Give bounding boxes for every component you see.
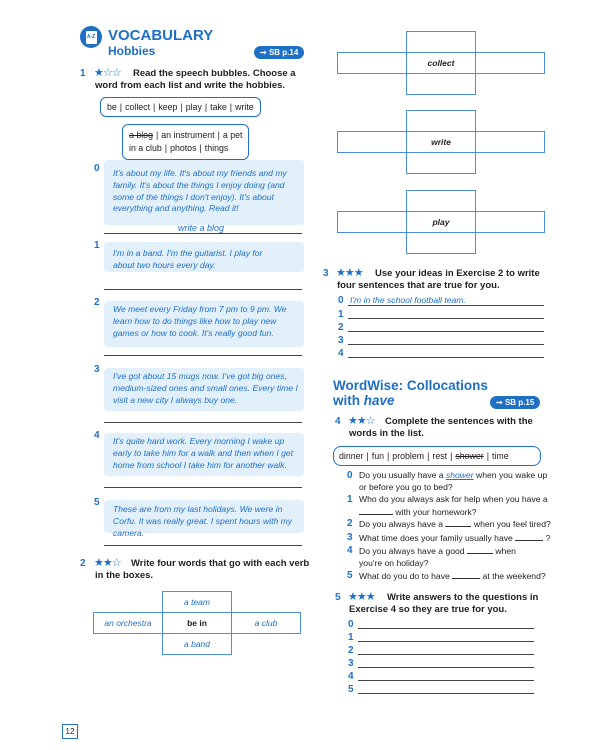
sb-link[interactable]: ➞ SB p.15 [490,396,540,409]
line-number: 1 [338,309,344,320]
answer-line[interactable] [104,487,302,488]
answer-line[interactable] [104,289,302,290]
example-answer: shower [445,470,474,480]
line-number: 3 [338,335,344,346]
line-number: 3 [348,658,354,669]
answer-text: write a blog [178,223,225,233]
ex4-sentence-0 [347,470,552,493]
page-number: 12 [62,724,78,739]
answer-line[interactable] [348,318,544,319]
word: write [235,102,254,112]
ex4-number: 4 [335,416,341,427]
answer-line[interactable] [104,545,302,546]
ex4-sentence-5 [347,570,557,583]
word: dinner [339,451,364,461]
grid-cell-right[interactable] [475,52,545,74]
word: collect [125,102,151,112]
speech-text: It's quite hard work. Every morning I wake up early to take him for a walk and then when I get home from school I take him for another walk. [113,436,294,470]
ex1-instruction: Read the speech bubbles. Choose a word from each list and write the hobbies. [95,68,296,91]
grid-cell-top[interactable] [406,110,476,132]
word: play [185,102,202,112]
ex1-wordlist-2: a blog | an instrument | a pet in a club | photos | things [122,124,249,160]
word: take [210,102,227,112]
ex4-sentence-1 [347,494,552,518]
ex3-stars-icon: ★★★ [336,267,363,279]
sentence-text: with your homework? [395,506,477,517]
grid-cell-bottom[interactable] [406,232,476,254]
word: fun [371,451,384,461]
answer-line[interactable] [358,641,534,642]
grid-cell-right[interactable] [475,131,545,153]
answer-line[interactable] [348,331,544,332]
sentence-text: Do you usually have a [359,470,444,480]
grid-cell-bottom: a band [162,633,232,655]
sentence-text: What time does your family usually have [359,533,513,543]
grid-cell-left[interactable] [337,211,407,233]
item-number: 3 [94,364,100,375]
word: a blog [129,130,153,140]
ex4-stars-icon: ★★☆ [348,415,375,427]
speech-text: I'm in a band. I'm the guitarist. I play for about two hours every day. [113,248,263,270]
grid-cell-center: play [406,211,476,233]
sentence-text: at the weekend? [482,571,546,581]
answer-line[interactable] [104,422,302,423]
word: an instrument [161,130,215,140]
sentence-text: Do you always have a [359,519,444,529]
sentence-text: What do you do to have [359,571,450,581]
ex4-sentence-4 [347,545,527,569]
speech-text: I've got about 15 mugs now. I've got big ones, medium-sized ones and small ones. Every time I visit a new city I always buy one. [113,371,298,405]
grid-cell-left[interactable] [337,131,407,153]
grid-cell-center: write [406,131,476,153]
answer-line[interactable] [104,355,302,356]
ex5-number: 5 [335,592,341,603]
ex3-number: 3 [323,268,329,279]
sentence-number: 2 [347,518,353,529]
example-answer: I'm in the school football team. [350,295,466,305]
vocab-icon-label: A-Z [86,31,97,44]
item-number: 1 [94,240,100,251]
sb-link[interactable]: ➞ SB p.14 [254,46,304,59]
line-number: 5 [348,684,354,695]
answer-blank[interactable] [445,518,471,527]
answer-line[interactable] [358,680,534,681]
item-number: 0 [94,163,100,174]
grid-cell-bottom[interactable] [406,73,476,95]
grid-cell-top[interactable] [406,31,476,53]
grid-cell-right: a club [231,612,301,634]
wordwise-title: WordWise: Collocations [333,378,488,393]
sentence-number: 5 [347,570,353,581]
sentence-text: when you wake up or before you go to bed? [359,470,548,492]
word: in a club [129,143,162,153]
line-number: 1 [348,632,354,643]
ex4-wordlist: dinner | fun | problem | rest | shower | time [333,446,541,466]
ex4-sentence-2 [347,518,557,531]
line-number: 4 [348,671,354,682]
answer-line[interactable] [104,233,302,234]
grid-cell-right[interactable] [475,211,545,233]
grid-cell-top[interactable] [406,190,476,212]
answer-line[interactable] [348,357,544,358]
sentence-text: Do you always have a good [359,546,465,556]
answer-blank[interactable] [515,532,543,541]
answer-blank[interactable] [452,570,480,579]
sentence-text: when you're on holiday? [359,546,516,568]
word: a pet [222,130,243,140]
answer-blank[interactable] [359,506,393,515]
word: shower [455,451,484,461]
sentence-number: 3 [347,532,353,543]
answer-line[interactable] [358,693,534,694]
grid-cell-top: a team [162,591,232,613]
grid-cell-center: be in [162,612,232,634]
answer-line[interactable] [348,305,544,306]
section-title: VOCABULARY [108,27,214,44]
ex1-stars-icon: ★☆☆ [94,67,121,79]
line-number: 2 [338,322,344,333]
speech-text: These are from my last holidays. We were in Corfu. It was really great. I spent hours with my camera. [113,504,293,538]
grid-cell-bottom[interactable] [406,152,476,174]
sentence-number: 4 [347,545,353,556]
sentence-number: 1 [347,494,353,505]
item-number: 4 [94,430,100,441]
sb-link-label: SB p.14 [268,48,299,57]
answer-blank[interactable] [467,545,493,554]
ex1-number: 1 [80,68,86,79]
ex3-instruction: Use your ideas in Exercise 2 to write four sentences that are true for you. [337,268,540,291]
word: keep [158,102,178,112]
ex4-instruction: Complete the sentences with the words in the list. [349,416,533,439]
sb-link-label: SB p.15 [504,398,535,407]
ex4-sentence-3 [347,532,557,545]
answer-line[interactable] [358,667,534,668]
ex2-number: 2 [80,558,86,569]
sentence-text: when you feel tired? [473,519,551,529]
ex5-stars-icon: ★★★ [348,591,375,603]
speech-text: We meet every Friday from 7 pm to 9 pm. We learn how to do things like how to play new games or how to cook. It's really good fun. [113,304,287,338]
sentence-text: ? [545,533,551,543]
section-subtitle: Hobbies [108,44,156,58]
answer-line[interactable] [358,628,534,629]
sentence-text: Who do you always ask for help when you have a [359,494,548,504]
vocab-icon [80,26,102,48]
wordwise-with: with [333,393,360,408]
line-number: 0 [338,295,344,306]
answer-line[interactable] [348,344,544,345]
grid-cell-center: collect [406,52,476,74]
ex2-instruction: Write four words that go with each verb in the boxes. [95,558,310,581]
word: things [204,143,229,153]
grid-cell-left[interactable] [337,52,407,74]
line-number: 2 [348,645,354,656]
word: be [107,102,117,112]
item-number: 2 [94,297,100,308]
line-number: 4 [338,348,344,359]
word: photos [170,143,197,153]
wordwise-title-line2 [333,393,395,408]
word: rest [432,451,448,461]
ex5-instruction: Write answers to the questions in Exercise 4 so they are true for you. [349,592,539,615]
answer-line[interactable] [358,654,534,655]
line-number: 0 [348,619,354,630]
speech-text: It's about my life. It's about my friends and my family. It's about the things I enjoy doing (and some of the things I don't enjoy). It's about everything and anything. Read it! [113,168,287,214]
sentence-number: 0 [347,470,353,481]
ex1-wordlist-1: be | collect | keep | play | take | write [100,97,261,117]
word: problem [392,451,425,461]
grid-cell-left: an orchestra [93,612,163,634]
item-number: 5 [94,497,100,508]
wordwise-have: have [363,393,395,408]
word: time [492,451,509,461]
ex2-stars-icon: ★★☆ [94,557,121,569]
